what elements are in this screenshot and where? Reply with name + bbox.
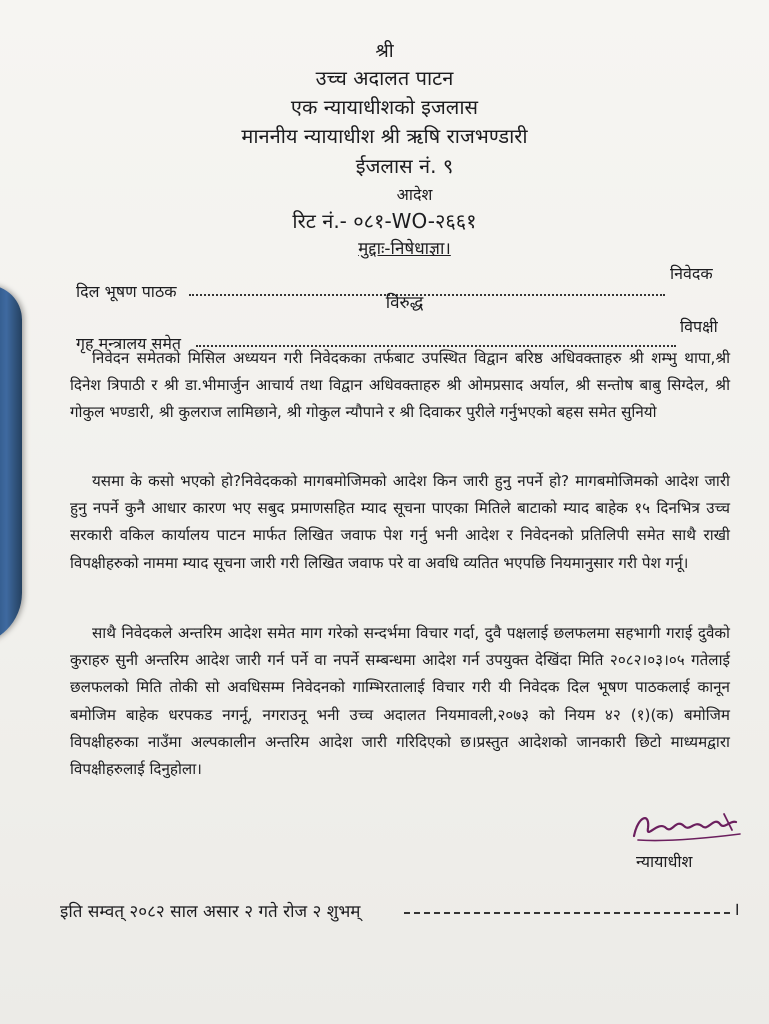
blue-object-edge — [0, 285, 22, 645]
case-subject: मुद्दाः-निषेधाज्ञा। — [358, 239, 451, 259]
judge-name: माननीय न्यायाधीश श्री ऋषि राजभण्डारी — [241, 124, 528, 148]
petitioner-name: दिल भूषण पाठक — [76, 282, 177, 301]
judge-signature — [628, 806, 746, 848]
date-dashes — [404, 912, 730, 914]
shree-heading: श्री — [375, 40, 394, 62]
order-paragraph-2: यसमा के कसो भएको हो?निवेदकको मागबमोजिमको आदेश किन जारी हुनु नपर्ने हो? मागबमोजिमको आदेश जारी हुनु नपर्ने कुनै आधार कारण भए सबुद प्रमाणसहित म्याद सूचना पाएका मितिले बाटाको म्याद बाहेक १५ दिनभित्र उच्च सरकारी वकिल कार्यालय पाटन मार्फत लिखित जवाफ पेश गर्नु भनी आदेश र निवेदनको प्रतिलिपी समेत साथै राखी विपक्षीहरुको नाममा म्याद सूचना जारी गरी लिखित जवाफ परे वा अवधि व्यतित भएपछि नियमानुसार गरी पेश गर्नू। — [70, 472, 730, 572]
respondent-role: विपक्षी — [680, 317, 718, 336]
order-paragraph-3: साथै निवेदकले अन्तरिम आदेश समेत माग गरेको सन्दर्भमा विचार गर्दा, दुवै पक्षलाई छलफलमा सहभागी गराई दुवैको कुराहरु सुनी अन्तरिम आदेश जारी गर्न पर्ने वा नपर्ने सम्बन्धमा आदेश गर्न उपयुक्त देखिंदा मिति २०८२।०३।०५ गतेलाई छलफलको मिति तोकी सो अवधिसम्म निवेदनको गाम्भिरतालाई विचार गरी यी निवेदक दिल भूषण पाठकलाई कानून बमोजिम बाहेक धरपकड नगर्नू, नगराउनू भनी उच्च अदालत नियमावली,२०७३ को नियम ४२ (१)(क) बमोजिम विपक्षीहरुका नाउँमा अल्पकालीन अन्तरिम आदेश जारी गरिदिएको छ।प्रस्तुत आदेशको जानकारी छिटो माध्यमद्वारा विपक्षीहरुलाई दिनुहोला। — [70, 624, 730, 779]
end-mark: । — [733, 899, 740, 920]
date-line: इति सम्वत् २०८२ साल असार २ गते रोज २ शुभम् — [60, 902, 361, 922]
court-name: उच्च अदालत पाटन — [315, 66, 454, 90]
versus-label: विरुद्ध — [385, 293, 424, 313]
respondent-name: गृह मन्त्रालय समेत — [76, 334, 182, 353]
bench-title: एक न्यायाधीशको इजलास — [290, 95, 479, 119]
petitioner-role: निवेदक — [670, 264, 713, 283]
order-paragraph-1: निवेदन समेतको मिसिल अध्ययन गरी निवेदकका तर्फबाट उपस्थित विद्वान बरिष्ठ अधिवक्ताहरु श्री शम्भु थापा,श्री दिनेश त्रिपाठी र श्री डा.भीमार्जुन आचार्य तथा विद्वान अधिवक्ताहरु श्री ओमप्रसाद अर्याल, श्री सन्तोष बाबु सिग्देल, श्री गोकुल भण्डारी, श्री कुलराज लामिछाने, श्री गोकुल न्यौपाने र श्री दिवाकर पुरीले गर्नुभएको बहस समेत सुनियो — [70, 349, 730, 422]
ijlas-number: ईजलास नं. ९ — [355, 154, 454, 178]
order-label: आदेश — [396, 185, 433, 204]
writ-number: रिट नं.- ०८१-WO-२६६१ — [292, 209, 477, 233]
judge-title: न्यायाधीश — [636, 852, 693, 871]
